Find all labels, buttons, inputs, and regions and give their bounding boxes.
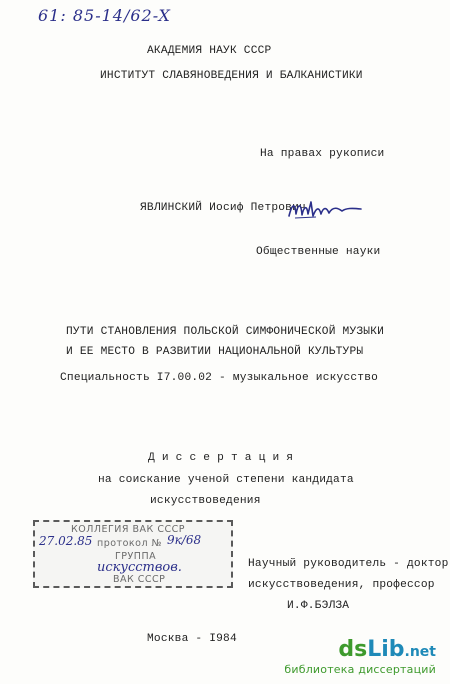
- stamp-protocol-number: 9к/68: [167, 533, 202, 547]
- advisor-line-2: искусствоведения, профессор: [248, 579, 435, 591]
- stamp-line-4: ВАК СССР: [113, 574, 166, 585]
- author-signature: [286, 196, 364, 222]
- dslib-watermark: [284, 639, 436, 676]
- advisor-line-1: Научный руководитель - доктор: [248, 558, 449, 570]
- dslib-tagline: библиотека диссертаций: [284, 663, 436, 676]
- rights-note: На правах рукописи: [260, 148, 385, 160]
- dslib-logo: dsLib.net: [338, 637, 436, 662]
- degree-discipline: искусствоведения: [150, 495, 261, 507]
- institute-name: ИНСТИТУТ СЛАВЯНОВЕДЕНИЯ И БАЛКАНИСТИКИ: [100, 70, 363, 82]
- stamp-line-2: протокол №: [97, 538, 162, 549]
- vak-registration-stamp: [33, 520, 233, 588]
- stamp-line-1: КОЛЛЕГИЯ ВАК СССР: [71, 524, 185, 535]
- city-and-year: Москва - I984: [147, 633, 237, 645]
- stamp-group: искусствов.: [97, 560, 182, 575]
- archive-code: 61: 85-14/62-X: [38, 6, 171, 25]
- dissertation-label: Д и с с е р т а ц и я: [148, 452, 294, 464]
- degree-purpose: на соискание ученой степени кандидата: [98, 474, 354, 486]
- author-name: ЯВЛИНСКИЙ Иосиф Петрович: [140, 202, 306, 214]
- academy-name: АКАДЕМИЯ НАУК СССР: [147, 45, 272, 57]
- advisor-name: И.Ф.БЭЛЗА: [287, 600, 350, 612]
- field-of-science: Общественные науки: [256, 246, 381, 258]
- specialty: Специальность I7.00.02 - музыкальное искусство: [60, 372, 379, 384]
- stamp-line-3: ГРУППА: [115, 551, 157, 562]
- thesis-title-line-1: ПУТИ СТАНОВЛЕНИЯ ПОЛЬСКОЙ СИМФОНИЧЕСКОЙ МУЗЫКИ: [66, 326, 385, 338]
- stamp-date: 27.02.85: [39, 534, 93, 548]
- thesis-title-line-2: И ЕЕ МЕСТО В РАЗВИТИИ НАЦИОНАЛЬНОЙ КУЛЬТУРЫ: [66, 346, 364, 358]
